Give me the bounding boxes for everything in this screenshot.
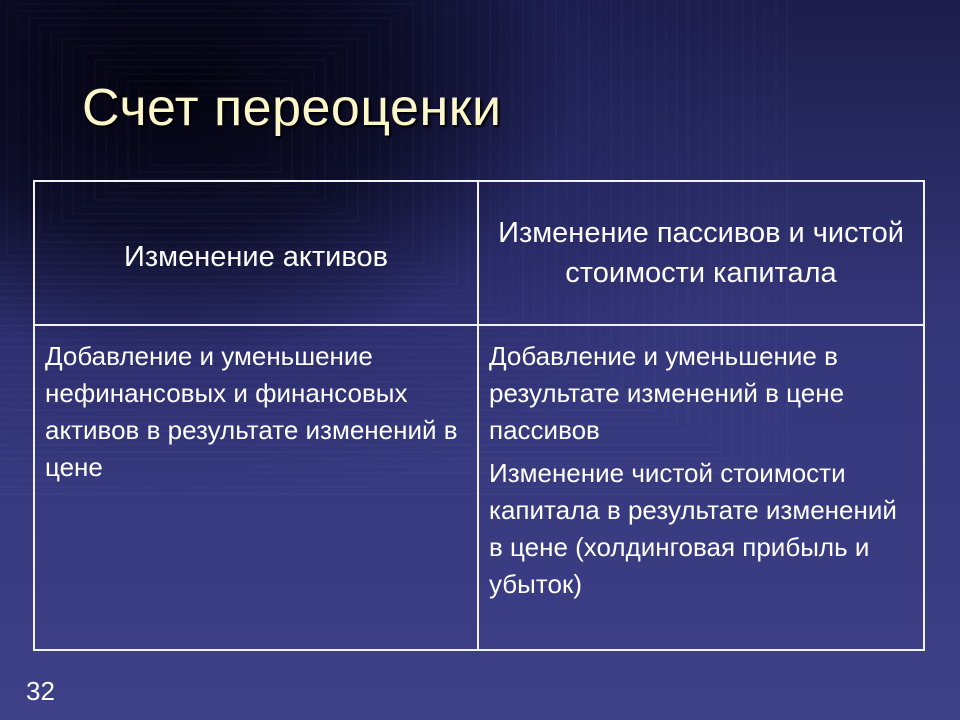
body-cell-liabilities: [478, 325, 924, 650]
header-cell-liabilities: [478, 181, 924, 325]
slide-title: Счет переоценки: [82, 79, 502, 137]
assets-paragraph: Добавление и уменьшение нефинансовых и финансовых активов в результате изменений в цене: [45, 341, 458, 482]
table-header-row: [34, 181, 924, 325]
header-cell-assets: [34, 181, 478, 325]
header-liabilities-text: Изменение пассивов и чистой стоимости капитала: [498, 217, 904, 289]
liabilities-paragraph: Добавление и уменьшение в результате изменений в цене пассивов: [489, 341, 845, 445]
page-number: 32: [26, 676, 55, 706]
content-table: [33, 180, 925, 651]
header-assets-text: Изменение активов: [124, 241, 388, 273]
net-worth-paragraph: Изменение чистой стоимости капитала в результате изменений в цене (холдинговая прибыль и убыток): [489, 458, 897, 599]
body-cell-assets: [34, 325, 478, 650]
table-row: [34, 325, 924, 650]
